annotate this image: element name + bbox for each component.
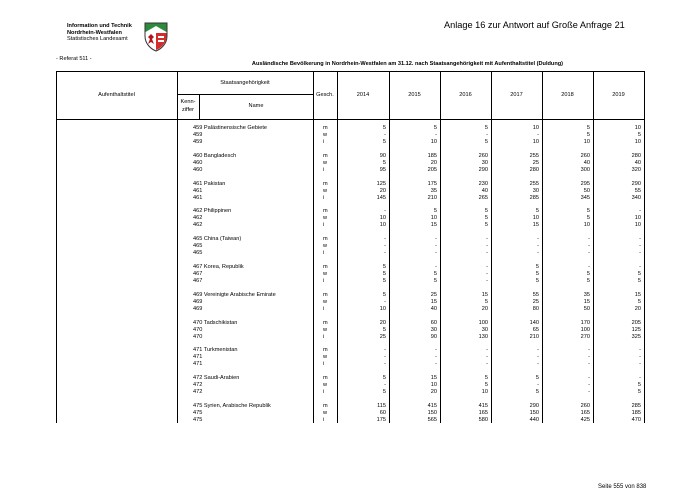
value-cell: 260 xyxy=(580,403,590,409)
gender-code: m xyxy=(323,152,328,159)
value-cell: - xyxy=(384,354,386,361)
value-cell: 15 xyxy=(430,375,437,382)
country-label: 471 Turkmenistan xyxy=(193,347,238,354)
value-cell: 340 xyxy=(631,194,641,201)
value-cell: 20 xyxy=(481,305,488,312)
value-cell: 115 xyxy=(377,403,386,409)
country-label: 462 Philippinen xyxy=(193,208,232,215)
value-cell: - xyxy=(435,264,437,270)
value-cell: - xyxy=(384,208,386,215)
country-code: 469 xyxy=(193,298,203,305)
gender-code: w xyxy=(323,410,328,416)
value-cell: - xyxy=(486,132,488,138)
country-code: 467 xyxy=(193,271,203,277)
country-code: 465 xyxy=(193,243,203,250)
col-header-aufenthaltstitel: Aufenthaltstitel xyxy=(98,92,135,98)
country-label: 465 China (Taiwan) xyxy=(193,236,242,243)
value-cell: 5 xyxy=(382,139,386,145)
value-cell: 5 xyxy=(484,222,488,229)
value-cell: 285 xyxy=(631,403,641,409)
org-line-2: Nordrhein-Westfalen xyxy=(67,29,122,36)
value-cell: 260 xyxy=(580,152,590,159)
gender-code: m xyxy=(323,375,328,382)
value-cell: 10 xyxy=(634,222,641,229)
value-cell: - xyxy=(639,236,641,243)
gender-code: w xyxy=(323,159,328,166)
value-cell: 325 xyxy=(631,333,641,340)
country-code: 475 xyxy=(193,417,203,423)
value-cell: 10 xyxy=(532,125,539,131)
value-cell: 5 xyxy=(637,271,641,277)
value-cell: 20 xyxy=(634,305,641,312)
value-cell: 80 xyxy=(532,305,539,312)
value-cell: - xyxy=(435,250,437,257)
value-cell: - xyxy=(588,250,590,257)
value-cell: 10 xyxy=(481,389,488,396)
value-cell: 10 xyxy=(634,139,641,145)
value-cell: 60 xyxy=(430,319,437,326)
country-code: 475 xyxy=(193,410,203,416)
country-code: 462 xyxy=(193,215,203,222)
value-cell: - xyxy=(486,250,488,257)
country-label: 467 Korea, Republik xyxy=(193,264,244,270)
value-cell: - xyxy=(486,236,488,243)
value-cell: 285 xyxy=(529,194,539,201)
value-cell: 5 xyxy=(382,375,386,382)
country-code: 465 xyxy=(193,250,203,257)
value-cell: 415 xyxy=(427,403,437,409)
value-cell: - xyxy=(588,264,590,270)
value-cell: 15 xyxy=(583,298,590,305)
value-cell: 5 xyxy=(586,215,590,222)
value-cell: 15 xyxy=(532,222,539,229)
gender-code: i xyxy=(323,278,325,284)
gender-code: i xyxy=(323,417,325,423)
country-code: 471 xyxy=(193,361,203,368)
value-cell: 5 xyxy=(382,291,386,298)
gender-code: w xyxy=(323,215,328,222)
value-cell: 15 xyxy=(430,298,437,305)
value-cell: 425 xyxy=(580,417,590,423)
value-cell: 10 xyxy=(634,215,641,222)
value-cell: 150 xyxy=(427,410,437,416)
value-cell: - xyxy=(486,354,488,361)
value-cell: - xyxy=(639,264,641,270)
value-cell: - xyxy=(486,264,488,270)
value-cell: 5 xyxy=(535,278,539,284)
value-cell: 55 xyxy=(634,187,641,194)
value-cell: 25 xyxy=(379,333,386,340)
value-cell: 10 xyxy=(583,222,590,229)
value-cell: - xyxy=(537,250,539,257)
gender-code: w xyxy=(323,298,328,305)
value-cell: - xyxy=(435,132,437,138)
value-cell: 35 xyxy=(430,187,437,194)
value-cell: - xyxy=(588,382,590,389)
gender-code: i xyxy=(323,222,325,229)
gender-code: m xyxy=(323,236,328,243)
value-cell: 5 xyxy=(637,132,641,138)
value-cell: - xyxy=(384,250,386,257)
org-subname: Statistisches Landesamt xyxy=(67,36,128,42)
gender-code: i xyxy=(323,139,325,145)
value-cell: - xyxy=(384,298,386,305)
value-cell: 5 xyxy=(535,389,539,396)
value-cell: 15 xyxy=(634,291,641,298)
value-cell: 5 xyxy=(433,125,437,131)
value-cell: 55 xyxy=(532,291,539,298)
value-cell: 5 xyxy=(484,298,488,305)
value-cell: - xyxy=(639,347,641,354)
value-cell: - xyxy=(384,243,386,250)
value-cell: 5 xyxy=(382,125,386,131)
value-cell: - xyxy=(537,382,539,389)
gender-code: m xyxy=(323,208,328,215)
value-cell: 20 xyxy=(430,389,437,396)
country-code: 471 xyxy=(193,354,203,361)
value-cell: 30 xyxy=(481,159,488,166)
gender-code: w xyxy=(323,271,328,277)
value-cell: 165 xyxy=(478,410,488,416)
value-cell: 90 xyxy=(379,152,386,159)
value-cell: 5 xyxy=(637,298,641,305)
value-cell: 320 xyxy=(631,166,641,173)
value-cell: - xyxy=(537,132,539,138)
value-cell: 300 xyxy=(580,166,590,173)
gender-code: m xyxy=(323,403,328,409)
value-cell: 5 xyxy=(382,326,386,333)
value-cell: - xyxy=(537,243,539,250)
value-cell: - xyxy=(486,243,488,250)
value-cell: 5 xyxy=(535,271,539,277)
value-cell: 5 xyxy=(382,389,386,396)
value-cell: 5 xyxy=(535,375,539,382)
value-cell: 145 xyxy=(376,194,386,201)
value-cell: 205 xyxy=(631,319,641,326)
value-cell: 25 xyxy=(430,291,437,298)
org-line-1: Information und Technik xyxy=(67,23,132,29)
value-cell: 35 xyxy=(583,291,590,298)
value-cell: 170 xyxy=(580,319,590,326)
col-header-name: Name xyxy=(248,103,264,109)
value-cell: - xyxy=(588,347,590,354)
value-cell: 210 xyxy=(427,194,437,201)
value-cell: 125 xyxy=(376,180,386,187)
value-cell: 30 xyxy=(532,187,539,194)
value-cell: 10 xyxy=(634,125,641,131)
col-header-year: 2017 xyxy=(510,92,523,98)
gender-code: w xyxy=(323,382,328,389)
value-cell: 165 xyxy=(580,410,590,416)
gender-code: i xyxy=(323,361,325,368)
value-cell: 210 xyxy=(529,333,539,340)
value-cell: - xyxy=(537,354,539,361)
value-cell: 565 xyxy=(427,417,437,423)
value-cell: 175 xyxy=(376,417,386,423)
value-cell: 255 xyxy=(529,180,539,187)
page-number: Seite 555 von 838 xyxy=(598,484,647,490)
value-cell: 10 xyxy=(379,222,386,229)
country-label: 461 Pakistan xyxy=(193,180,226,187)
gender-code: m xyxy=(323,319,328,326)
value-cell: 5 xyxy=(637,389,641,396)
gender-code: m xyxy=(323,291,328,298)
country-label: 469 Vereinigte Arabische Emirate xyxy=(193,291,276,298)
value-cell: 290 xyxy=(631,180,641,187)
col-header-staatsangehoerigkeit: Staatsangehörigkeit xyxy=(220,80,270,86)
value-cell: 50 xyxy=(583,305,590,312)
value-cell: 10 xyxy=(379,215,386,222)
value-cell: - xyxy=(486,347,488,354)
value-cell: 10 xyxy=(379,305,386,312)
value-cell: - xyxy=(435,236,437,243)
col-header-year: 2019 xyxy=(612,92,625,98)
gender-code: w xyxy=(323,243,328,250)
value-cell: - xyxy=(537,361,539,368)
value-cell: 290 xyxy=(478,166,488,173)
gender-code: i xyxy=(323,333,325,340)
value-cell: 270 xyxy=(580,333,590,340)
value-cell: 20 xyxy=(379,319,386,326)
col-header-kennziffer-line1: Kenn- xyxy=(180,99,196,105)
value-cell: 230 xyxy=(478,180,488,187)
value-cell: 100 xyxy=(478,319,488,326)
value-cell: - xyxy=(639,250,641,257)
value-cell: 580 xyxy=(478,417,488,423)
country-code: 461 xyxy=(193,194,203,201)
value-cell: 40 xyxy=(583,159,590,166)
value-cell: 30 xyxy=(481,326,488,333)
value-cell: 140 xyxy=(529,319,539,326)
value-cell: 290 xyxy=(529,403,539,409)
value-cell: 5 xyxy=(535,208,539,215)
country-label: 475 Syrien, Arabische Republik xyxy=(193,403,271,409)
value-cell: 40 xyxy=(481,187,488,194)
country-label: 459 Palästinensische Gebiete xyxy=(193,125,268,131)
gender-code: m xyxy=(323,264,328,270)
value-cell: - xyxy=(486,278,488,284)
country-code: 460 xyxy=(193,166,203,173)
value-cell: 100 xyxy=(580,326,590,333)
value-cell: - xyxy=(537,236,539,243)
value-cell: - xyxy=(435,243,437,250)
value-cell: - xyxy=(435,354,437,361)
country-code: 467 xyxy=(193,278,203,284)
gender-code: i xyxy=(323,250,325,257)
value-cell: 5 xyxy=(484,139,488,145)
value-cell: 10 xyxy=(532,139,539,145)
value-cell: 5 xyxy=(433,208,437,215)
gender-code: m xyxy=(323,125,328,131)
col-header-gesch: Gesch. xyxy=(316,92,334,98)
gender-code: i xyxy=(323,166,325,173)
value-cell: 265 xyxy=(478,194,488,201)
value-cell: 295 xyxy=(580,180,590,187)
value-cell: 185 xyxy=(427,152,437,159)
country-code: 472 xyxy=(193,389,203,396)
value-cell: - xyxy=(588,236,590,243)
value-cell: - xyxy=(486,271,488,277)
value-cell: 40 xyxy=(430,305,437,312)
value-cell: - xyxy=(384,132,386,138)
value-cell: 205 xyxy=(427,166,437,173)
value-cell: - xyxy=(537,347,539,354)
value-cell: 15 xyxy=(481,291,488,298)
value-cell: 60 xyxy=(379,410,386,416)
country-label: 472 Saudi-Arabien xyxy=(193,375,240,382)
value-cell: 125 xyxy=(631,326,641,333)
col-header-year: 2014 xyxy=(356,92,370,98)
value-cell: 5 xyxy=(586,132,590,138)
value-cell: - xyxy=(588,243,590,250)
value-cell: 5 xyxy=(586,278,590,284)
value-cell: 150 xyxy=(529,410,539,416)
gender-code: i xyxy=(323,305,325,312)
value-cell: 40 xyxy=(634,159,641,166)
country-code: 460 xyxy=(193,159,203,166)
value-cell: 5 xyxy=(484,208,488,215)
value-cell: 25 xyxy=(532,159,539,166)
value-cell: 5 xyxy=(586,208,590,215)
value-cell: - xyxy=(384,382,386,389)
value-cell: - xyxy=(384,361,386,368)
country-code: 469 xyxy=(193,305,203,312)
country-code: 461 xyxy=(193,187,203,194)
value-cell: 65 xyxy=(532,326,539,333)
value-cell: 5 xyxy=(433,271,437,277)
value-cell: - xyxy=(588,361,590,368)
referat-label: - Referat 511 - xyxy=(56,56,92,62)
value-cell: 5 xyxy=(484,215,488,222)
value-cell: 5 xyxy=(586,125,590,131)
value-cell: 15 xyxy=(430,222,437,229)
value-cell: 5 xyxy=(535,264,539,270)
value-cell: 20 xyxy=(379,187,386,194)
value-cell: 95 xyxy=(379,166,386,173)
gender-code: m xyxy=(323,180,328,187)
value-cell: - xyxy=(588,354,590,361)
value-cell: 280 xyxy=(529,166,539,173)
country-code: 462 xyxy=(193,222,203,229)
value-cell: 5 xyxy=(382,271,386,277)
value-cell: 30 xyxy=(430,326,437,333)
value-cell: 5 xyxy=(637,278,641,284)
value-cell: - xyxy=(639,375,641,382)
country-code: 459 xyxy=(193,139,203,145)
org-name xyxy=(67,23,132,36)
value-cell: 345 xyxy=(580,194,590,201)
col-header-year: 2015 xyxy=(408,92,421,98)
country-code: 470 xyxy=(193,326,203,333)
value-cell: - xyxy=(384,347,386,354)
value-cell: 50 xyxy=(583,187,590,194)
col-header-year: 2016 xyxy=(459,92,472,98)
value-cell: - xyxy=(639,208,641,215)
value-cell: 5 xyxy=(382,278,386,284)
gender-code: w xyxy=(323,354,328,361)
value-cell: - xyxy=(435,361,437,368)
value-cell: 415 xyxy=(478,403,488,409)
country-label: 470 Tadschikistan xyxy=(193,319,238,326)
value-cell: 90 xyxy=(430,333,437,340)
value-cell: 10 xyxy=(430,139,437,145)
gender-code: m xyxy=(323,347,328,354)
value-cell: 175 xyxy=(427,180,437,187)
value-cell: - xyxy=(639,354,641,361)
value-cell: 5 xyxy=(484,125,488,131)
gender-code: w xyxy=(323,187,328,194)
value-cell: 260 xyxy=(478,152,488,159)
country-code: 459 xyxy=(193,132,203,138)
country-label: 460 Bangladesch xyxy=(193,152,237,159)
col-header-kennziffer-line2: ziffer xyxy=(181,107,195,113)
value-cell: 25 xyxy=(532,298,539,305)
value-cell: - xyxy=(639,243,641,250)
nrw-coat-of-arms-icon xyxy=(143,22,169,52)
value-cell: - xyxy=(486,361,488,368)
value-cell: - xyxy=(384,236,386,243)
gender-code: i xyxy=(323,389,325,396)
col-header-year: 2018 xyxy=(561,92,574,98)
value-cell: 10 xyxy=(583,139,590,145)
value-cell: 10 xyxy=(532,215,539,222)
value-cell: 440 xyxy=(529,417,539,423)
value-cell: 280 xyxy=(631,152,641,159)
value-cell: 5 xyxy=(484,375,488,382)
value-cell: 20 xyxy=(430,159,437,166)
value-cell: - xyxy=(588,389,590,396)
value-cell: 255 xyxy=(529,152,539,159)
value-cell: - xyxy=(588,375,590,382)
value-cell: 5 xyxy=(433,278,437,284)
value-cell: 185 xyxy=(631,410,641,416)
gender-code: w xyxy=(323,326,328,333)
value-cell: 10 xyxy=(430,215,437,222)
col-header-kennziffer xyxy=(177,98,199,114)
value-cell: 5 xyxy=(382,264,386,270)
country-code: 470 xyxy=(193,333,203,340)
value-cell: - xyxy=(639,361,641,368)
value-cell: 5 xyxy=(382,159,386,166)
value-cell: - xyxy=(435,347,437,354)
table-title: Ausländische Bevölkerung in Nordrhein-Westfalen am 31.12. nach Staatsangehörigkeit mit Aufenthaltstitel (Duldung) xyxy=(251,61,564,67)
country-code: 472 xyxy=(193,382,203,389)
value-cell: 10 xyxy=(430,382,437,389)
value-cell: 130 xyxy=(478,333,488,340)
gender-code: i xyxy=(323,194,325,201)
gender-code: w xyxy=(323,132,328,138)
value-cell: 5 xyxy=(586,271,590,277)
value-cell: 470 xyxy=(631,417,641,423)
value-cell: 5 xyxy=(637,382,641,389)
document-heading: Anlage 16 zur Antwort auf Große Anfrage 21 xyxy=(444,20,625,30)
value-cell: 5 xyxy=(484,382,488,389)
